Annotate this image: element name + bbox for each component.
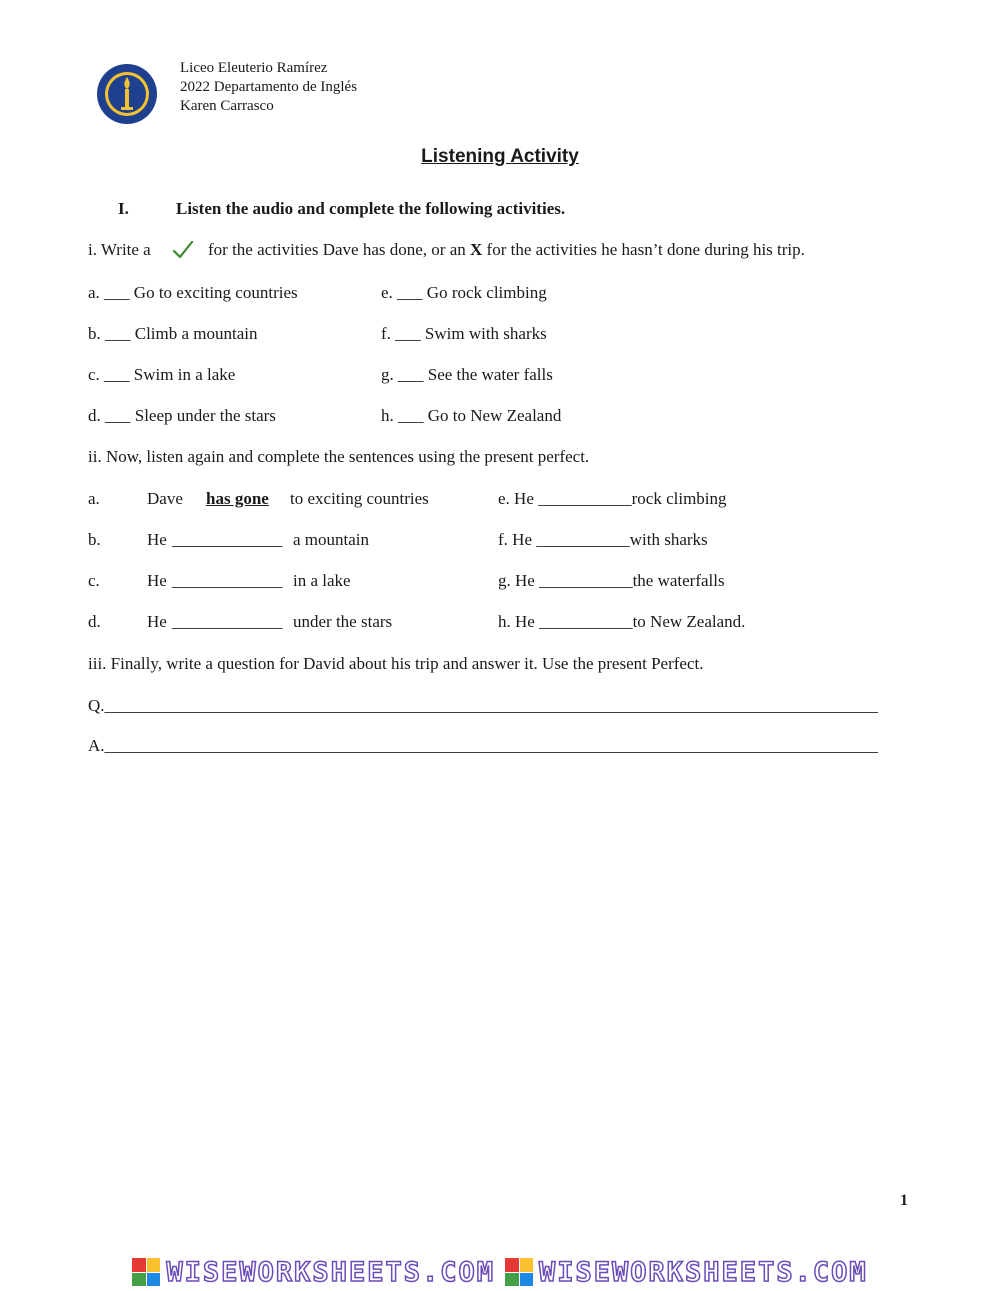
page-number: 1 <box>900 1192 908 1209</box>
section-number: I. <box>118 199 129 218</box>
list-item: e. ___ Go rock climbing <box>381 283 547 302</box>
teacher-name: Karen Carrasco <box>180 98 274 114</box>
department-name: 2022 Departamento de Inglés <box>180 79 358 95</box>
row-letter: a. <box>88 489 100 508</box>
list-item: g. ___ See the water falls <box>381 365 553 384</box>
part1-intro-start: i. Write a <box>88 240 151 259</box>
row-letter: b. <box>88 530 101 549</box>
row-right: f. He ___________with sharks <box>498 530 708 549</box>
part1-intro-x: X <box>470 240 483 259</box>
brand-logo <box>505 1258 533 1286</box>
brand-text: WISEWORKSHEETS.COM <box>166 1256 495 1288</box>
answer-line: A.___________________________________________________________________________________________ <box>88 736 879 755</box>
answer-blank: _____________ <box>172 530 283 549</box>
page-title: Listening Activity <box>421 146 579 167</box>
checkmark-icon <box>172 240 194 260</box>
answer-blank: _____________ <box>172 612 283 631</box>
list-item: a. ___ Go to exciting countries <box>88 283 298 302</box>
part1-intro <box>208 240 805 260</box>
row-rest: in a lake <box>293 571 351 590</box>
example-answer: has gone <box>206 489 269 508</box>
watermark-item <box>505 1257 868 1288</box>
school-name: Liceo Eleuterio Ramírez <box>180 60 328 76</box>
brand-logo <box>132 1258 160 1286</box>
part3-intro: iii. Finally, write a question for David about his trip and answer it. Use the present Perfect. <box>88 654 704 673</box>
section-instruction: Listen the audio and complete the following activities. <box>176 199 566 218</box>
list-item: c. ___ Swim in a lake <box>88 365 236 384</box>
row-subject: He <box>147 612 167 631</box>
list-item: f. ___ Swim with sharks <box>381 324 547 343</box>
school-logo <box>96 63 158 125</box>
list-item: h. ___ Go to New Zealand <box>381 406 562 425</box>
list-item: b. ___ Climb a mountain <box>88 324 258 343</box>
row-rest: under the stars <box>293 612 393 631</box>
row-letter: d. <box>88 612 101 631</box>
watermark-banner <box>0 1253 1000 1291</box>
row-subject: He <box>147 571 167 590</box>
answer-blank: _____________ <box>172 571 283 590</box>
row-subject: Dave <box>147 489 183 508</box>
part1-intro-end: for the activities he hasn’t done during his trip. <box>486 240 805 259</box>
question-line: Q.___________________________________________________________________________________________ <box>88 696 879 715</box>
part1-intro-mid: for the activities Dave has done, or an <box>208 240 466 259</box>
row-right: e. He ___________rock climbing <box>498 489 727 508</box>
row-subject: He <box>147 530 167 549</box>
row-letter: c. <box>88 571 100 590</box>
row-right: g. He ___________the waterfalls <box>498 571 725 590</box>
row-rest: to exciting countries <box>290 489 429 508</box>
row-right: h. He ___________to New Zealand. <box>498 612 746 631</box>
list-item: d. ___ Sleep under the stars <box>88 406 276 425</box>
row-rest: a mountain <box>293 530 370 549</box>
brand-text: WISEWORKSHEETS.COM <box>539 1256 868 1288</box>
watermark-item <box>132 1257 495 1288</box>
part2-intro: ii. Now, listen again and complete the sentences using the present perfect. <box>88 447 590 466</box>
